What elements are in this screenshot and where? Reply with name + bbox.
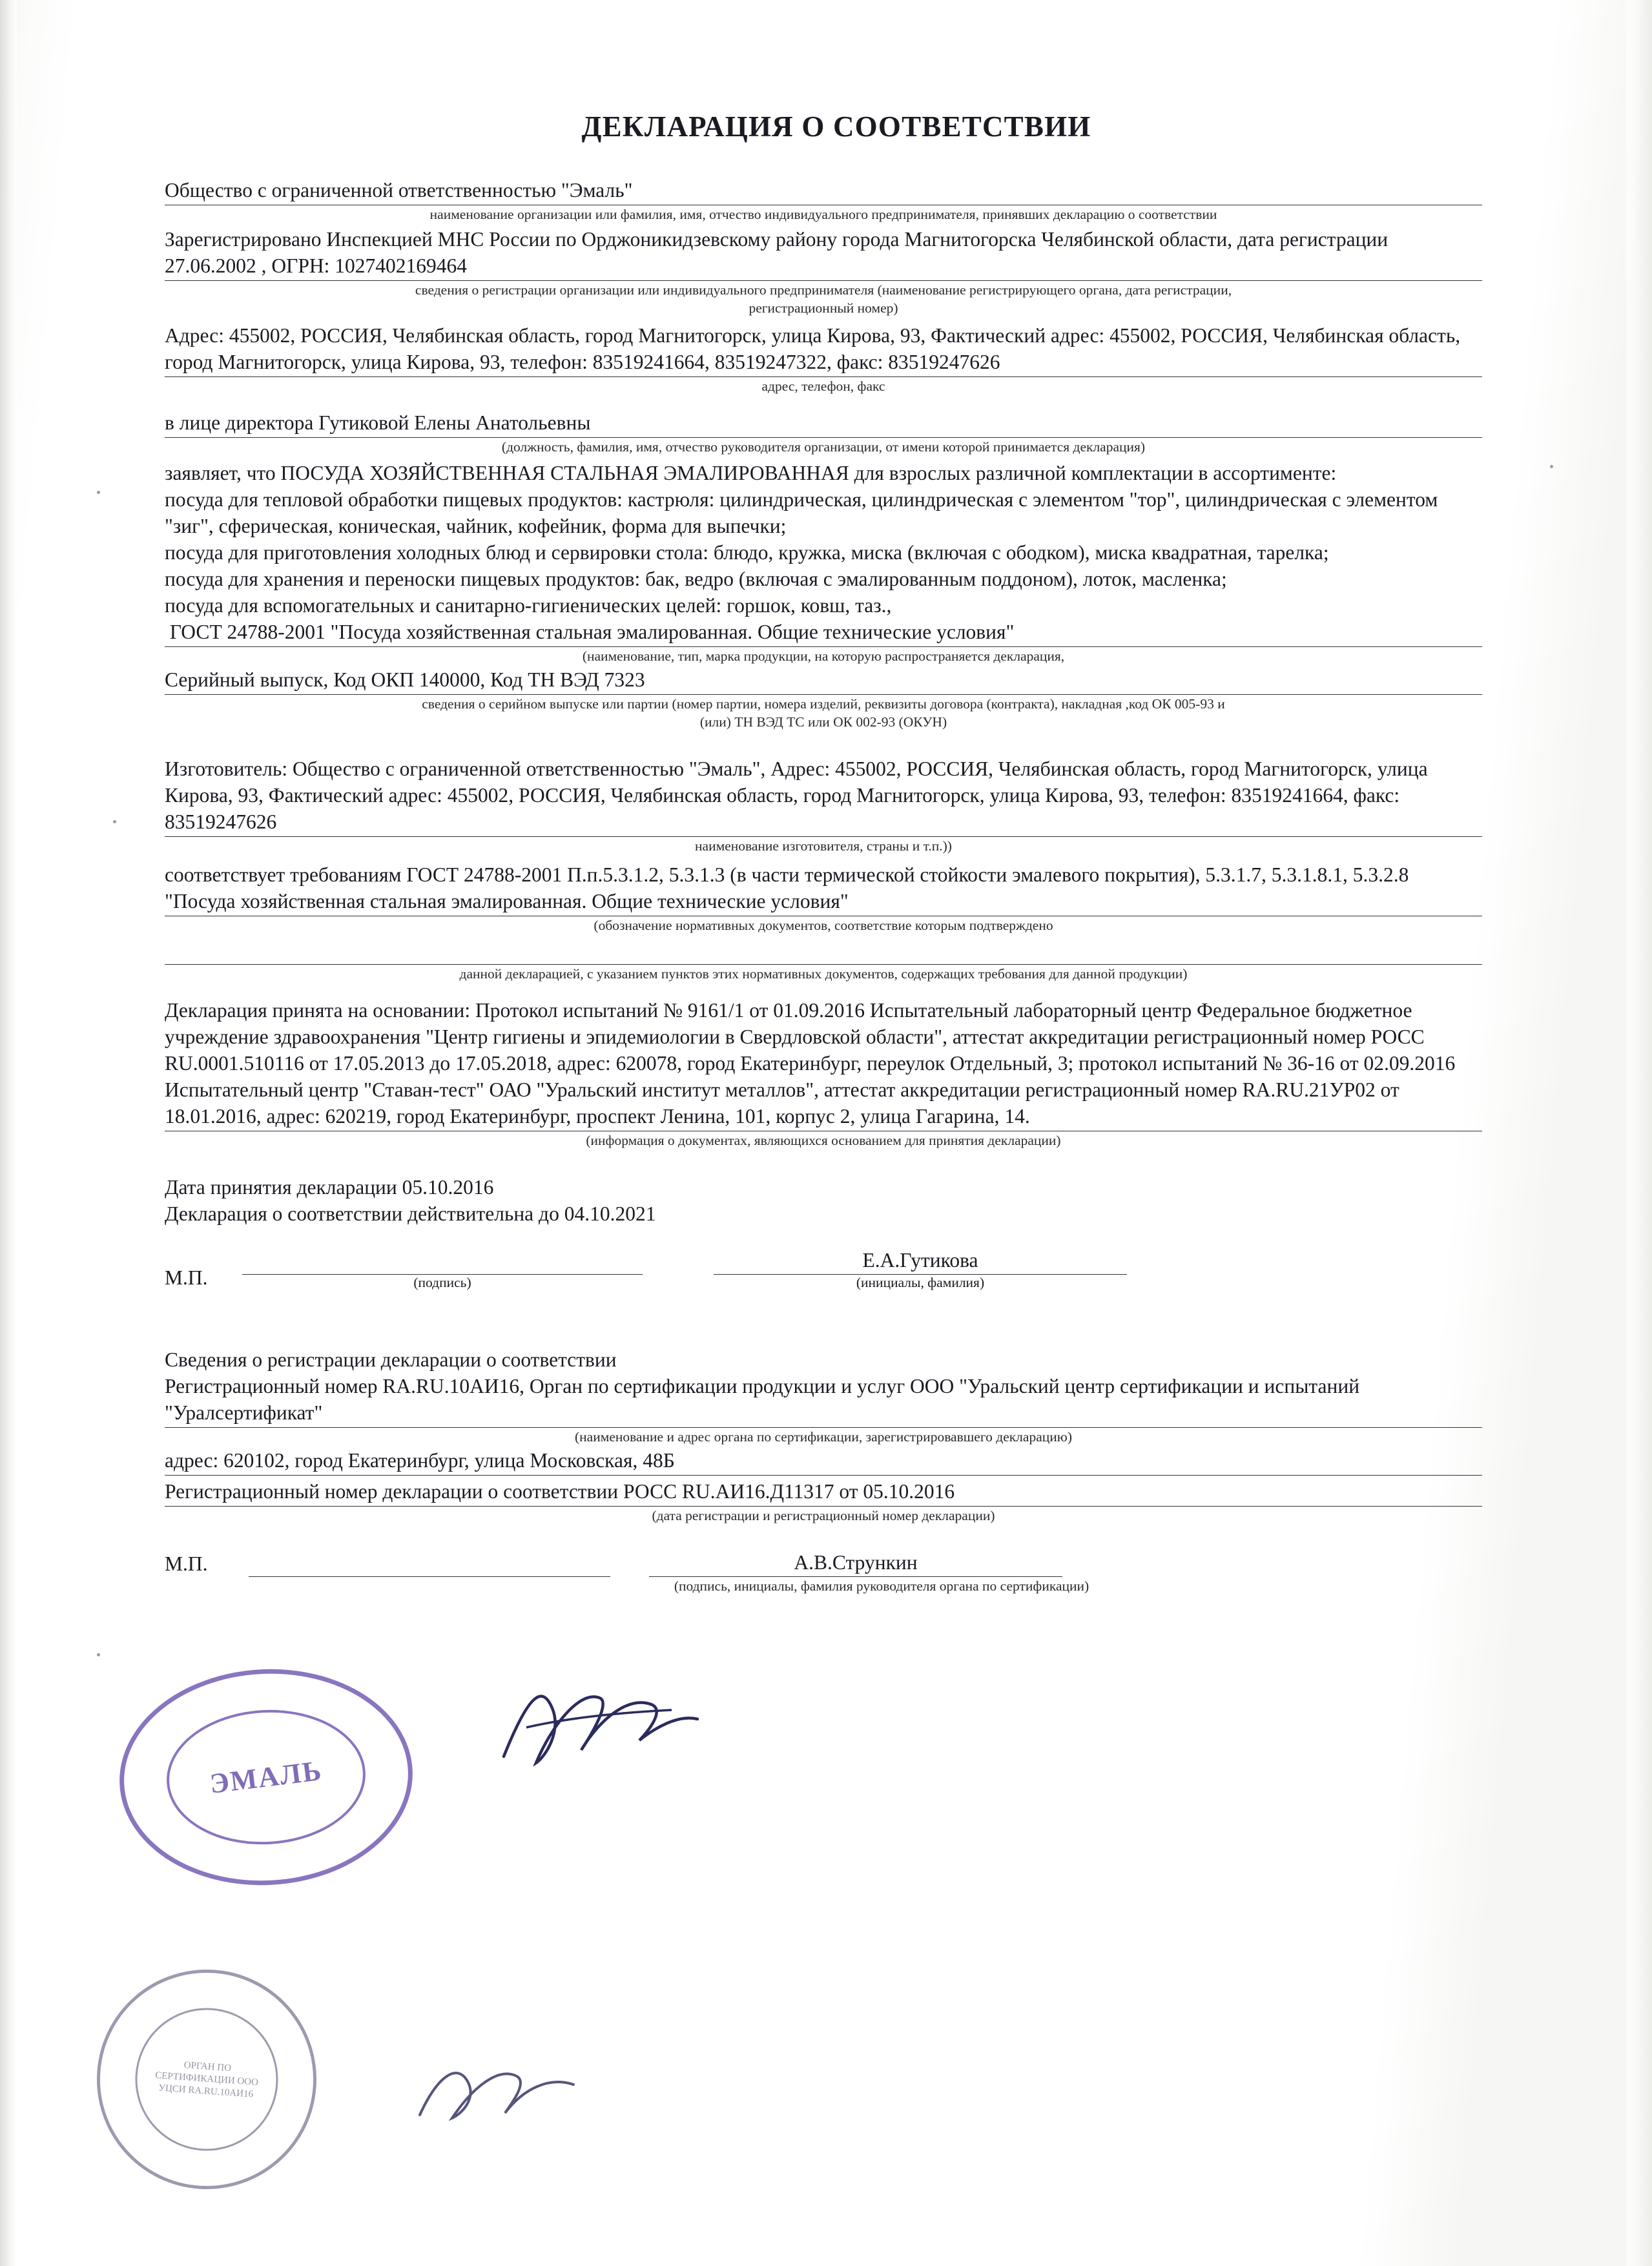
reg-address-block	[165, 1447, 1482, 1476]
company-seal-stamp	[114, 1662, 418, 1892]
valid-until: Декларация о соответствии действительна до 04.10.2021	[165, 1202, 656, 1225]
reg-decl-number: Регистрационный номер декларации о соответствии РОСС RU.АИ16.Д11317 от 05.10.2016	[165, 1480, 955, 1503]
reg-number-body: Регистрационный номер RA.RU.10АИ16, Орган по сертификации продукции и услуг ООО "Уральский центр сертификации и испытаний "Уралсертификат"	[165, 1375, 1365, 1424]
signer-name: Е.А.Гутикова	[862, 1249, 978, 1272]
declarant-block	[165, 177, 1482, 205]
seal2-inner-ring	[130, 2003, 283, 2156]
representative-text: в лице директора Гутиковой Елены Анатольевны	[165, 411, 591, 434]
basis-text: Декларация принята на основании: Протокол испытаний № 9161/1 от 01.09.2016 Испытательный лабораторный центр Федеральное бюджетное учреждение здравоохранения "Центр гигиены и эпидемиологии в Свердловской области", аттестат аккредитации регистрационный номер РОСС RU.0001.510116 от 17.05.2013 до 17.05.2018, адрес: 620078, город Екатеринбург, переулок Отдельный, 3; протокол испытаний № 36-16 от 02.09.2016 Испытательный центр "Ставан-тест" ОАО "Уральский институт металлов", аттестат аккредитации регистрационный номер RA.RU.21УР02 от 18.01.2016, адрес: 620219, город Екатеринбург, проспект Ленина, 101, корпус 2, улица Гагарина, 14.	[165, 999, 1461, 1128]
registration-text: Зарегистрировано Инспекцией МНС России по Орджоникидзевскому району города Магнитогорска Челябинской области, дата регистрации 27.06.2002 , ОГРН: 1027402169464	[165, 228, 1394, 277]
registration-block	[165, 226, 1482, 281]
caption-registrar: (подпись, инициалы, фамилия руководителя органа по сертификации)	[674, 1578, 1089, 1594]
product-line-1: посуда для тепловой обработки пищевых продуктов: кастрюля: цилиндрическая, цилиндрическая с элементом "тор", цилиндрическая с элементом "зиг", сферическая, коническая, чайник, кофейник, форма для выпечки;	[165, 488, 1443, 537]
paper-edge-right	[1626, 0, 1652, 2266]
document-content	[165, 110, 1482, 1595]
representative-block	[165, 409, 1482, 438]
paper-edge-left	[0, 0, 17, 2266]
declarant-text: Общество с ограниченной ответственностью "Эмаль"	[165, 179, 633, 201]
caption-conformity-1: (обозначение нормативных документов, соответствие которым подтверждено	[594, 918, 1053, 933]
speck	[1550, 465, 1553, 468]
conformity-text: соответствует требованиям ГОСТ 24788-2001 П.п.5.3.1.2, 5.3.1.3 (в части термической стойкости эмалевого покрытия), 5.3.1.7, 5.3.1.8.1, 5.3.2.8 "Посуда хозяйственная стальная эмалированная. Общие технические условия"	[165, 863, 1414, 912]
caption-initials: (инициалы, фамилия)	[856, 1275, 985, 1290]
rule	[165, 1427, 1482, 1428]
caption-serial-2: (или) ТН ВЭД ТС или ОК 002-93 (ОКУН)	[699, 714, 947, 730]
caption-reg-body: (наименование и адрес органа по сертификации, зарегистрировавшего декларацию)	[575, 1429, 1072, 1445]
serial-text: Серийный выпуск, Код ОКП 140000, Код ТН ВЭД 7323	[165, 668, 645, 691]
product-line-5-block	[165, 619, 1482, 647]
handwritten-signature-registrar	[413, 2054, 581, 2131]
caption-declarant: наименование организации или фамилия, имя, отчество индивидуального предпринимателя, принявших декларацию о соответствии	[429, 207, 1217, 222]
mp-label-1: М.П.	[165, 1266, 208, 1289]
product-line-4: посуда для вспомогательных и санитарно-гигиенических целей: горшок, ковш, таз.,	[165, 594, 892, 617]
rule	[165, 376, 1482, 377]
manufacturer-text: Изготовитель: Общество с ограниченной ответственностью "Эмаль", Адрес: 455002, РОССИЯ, Челябинская область, город Магнитогорск, улица Кирова, 93, Фактический адрес: 455002, РОССИЯ, Челябинская область, город Магнитогорск, улица Кирова, 93, телефон: 83519241664, факс: 83519247626	[165, 757, 1433, 833]
caption-manufacturer: наименование изготовителя, страны и т.п.))	[695, 838, 952, 854]
signature-line-2	[249, 1576, 610, 1577]
registrar-name: А.В.Стрункин	[794, 1551, 918, 1574]
seal2-text: ОРГАН ПО СЕРТИФИКАЦИИ ООО УЦСИ RA.RU.10АИ16	[154, 2060, 259, 2100]
rule	[165, 694, 1482, 695]
caption-serial-1: сведения о серийном выпуске или партии (номер партии, номера изделий, реквизиты договора (контракта), накладная ,код ОК 005-93 и	[422, 696, 1225, 712]
caption-registration-2: регистрационный номер)	[749, 300, 898, 316]
reg-decl-number-block	[165, 1478, 1482, 1507]
manufacturer-block	[165, 756, 1482, 837]
caption-conformity-2: данной декларацией, с указанием пунктов этих нормативных документов, содержащих требования для данной продукции)	[459, 966, 1188, 982]
caption-product: (наименование, тип, марка продукции, на которую распространяется декларация,	[582, 648, 1065, 664]
page-title: ДЕКЛАРАЦИЯ О СООТВЕТСТВИИ	[581, 110, 1091, 143]
signature-row-1	[165, 1249, 1482, 1291]
signature-row-2	[165, 1550, 1482, 1577]
address-text: Адрес: 455002, РОССИЯ, Челябинская область, город Магнитогорск, улица Кирова, 93, Фактический адрес: 455002, РОССИЯ, Челябинская область, город Магнитогорск, улица Кирова, 93, телефон: 83519241664, 83519247322, факс: 83519247626	[165, 324, 1465, 373]
rule	[165, 646, 1482, 647]
speck	[113, 820, 116, 823]
speck	[97, 1653, 100, 1656]
product-line-3: посуда для хранения и переноски пищевых продуктов: бак, ведро (включая с эмалированным поддоном), лоток, масленка;	[165, 568, 1227, 590]
speck	[97, 491, 100, 494]
caption-registration-1: сведения о регистрации организации или индивидуального предпринимателя (наименование регистрирующего органа, дата регистрации,	[415, 282, 1232, 298]
reg-info-header: Сведения о регистрации декларации о соответствии	[165, 1348, 617, 1371]
date-accepted: Дата принятия декларации 05.10.2016	[165, 1176, 494, 1199]
reg-address: адрес: 620102, город Екатеринбург, улица Московская, 48Б	[165, 1449, 675, 1472]
basis-block	[165, 997, 1482, 1131]
serial-block	[165, 666, 1482, 695]
product-line-5: ГОСТ 24788-2001 "Посуда хозяйственная стальная эмалированная. Общие технические условия"	[165, 621, 1015, 643]
rule	[165, 1475, 1482, 1476]
rule	[165, 1506, 1482, 1507]
declares-intro: заявляет, что ПОСУДА ХОЗЯЙСТВЕННАЯ СТАЛЬНАЯ ЭМАЛИРОВАННАЯ для взрослых различной комплектации в ассортименте:	[165, 462, 1337, 484]
seal-center-text: ЭМАЛЬ	[208, 1755, 324, 1800]
caption-address: адрес, телефон, факс	[761, 378, 885, 394]
caption-signature: (подпись)	[413, 1275, 471, 1290]
rule	[165, 437, 1482, 438]
rule	[165, 280, 1482, 281]
caption-representative: (должность, фамилия, имя, отчество руководителя организации, от имени которой принимается декларация)	[501, 439, 1146, 455]
caption-basis: (информация о документах, являющихся основанием для принятия декларации)	[586, 1133, 1061, 1148]
reg-number-block	[165, 1373, 1482, 1428]
mp-label-2: М.П.	[165, 1552, 208, 1575]
address-block	[165, 322, 1482, 377]
seal-inner-ring	[163, 1705, 369, 1849]
handwritten-signature-director	[491, 1679, 704, 1776]
certification-body-stamp	[90, 1962, 324, 2197]
caption-reg-date: (дата регистрации и регистрационный номер декларации)	[652, 1508, 995, 1523]
rule	[165, 836, 1482, 837]
product-line-2: посуда для приготовления холодных блюд и сервировки стола: блюдо, кружка, миска (включая с ободком), миска квадратная, тарелка;	[165, 541, 1329, 564]
conformity-block	[165, 861, 1482, 916]
